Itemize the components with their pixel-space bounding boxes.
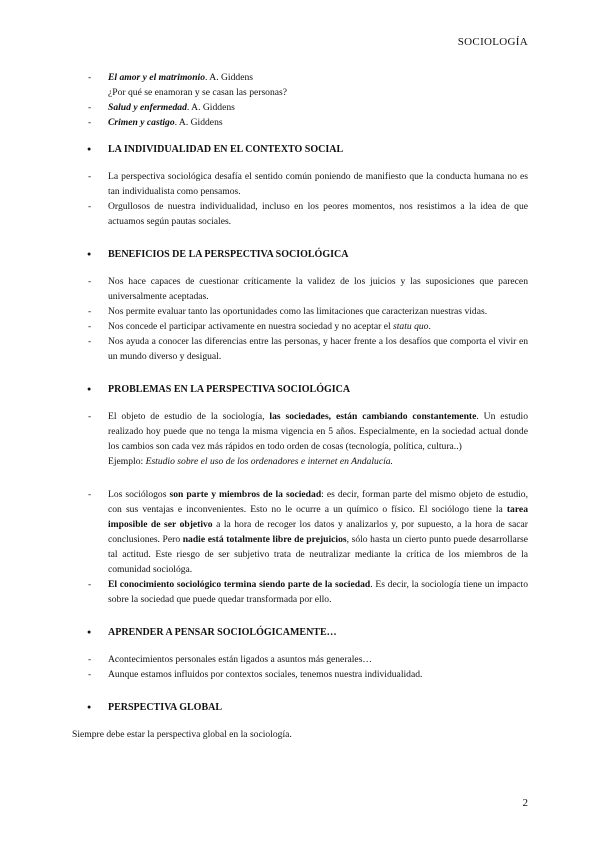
section-heading: ● PROBLEMAS EN LA PERSPECTIVA SOCIOLÓGICA xyxy=(72,382,528,397)
reading-title: Crimen y castigo xyxy=(108,117,175,128)
item-text: Nos concede el participar activamente en nuestra sociedad y no aceptar el xyxy=(108,321,394,332)
section-heading: ● PERSPECTIVA GLOBAL xyxy=(72,700,528,715)
list-item: - La perspectiva sociológica desafía el sentido común poniendo de manifiesto que la conducta humana no es tan individualista como pensamos. xyxy=(72,169,528,199)
list-item: - Nos hace capaces de cuestionar críticamente la validez de los juicios y las suposiciones que parecen universalmente aceptadas. xyxy=(72,274,528,304)
list-item: - Aunque estamos influidos por contextos sociales, tenemos nuestra individualidad. xyxy=(72,667,528,682)
text-run: . Un estudio realizado hoy puede que no tenga la misma vigencia en 5 años. Especialmente, en la sociedad actual donde los cambios son cada vez más rápidos en todo orden de cosas (tecnología, política, cultura..) xyxy=(108,411,529,452)
readings-list xyxy=(72,70,528,130)
section-list xyxy=(72,169,528,229)
closing-paragraph: Siempre debe estar la perspectiva global en la sociología. xyxy=(72,729,292,740)
text-run: , sólo hasta un cierto punto puede desarrollarse tal actitud. Este riesgo de ser subjetivo trata de neutralizar mediante la crítica de los miembros de la comunidad sociológa. xyxy=(108,534,528,575)
example-text: Estudio sobre el uso de los ordenadores e internet en Andalucía. xyxy=(145,456,393,467)
text-run: . Es decir, la sociología tiene un impacto sobre la sociedad que puede quedar transformada por ello. xyxy=(108,579,528,605)
reading-title: Salud y enfermedad xyxy=(108,102,187,113)
section-list xyxy=(72,487,528,607)
bold-run: tarea imposible de ser objetivo xyxy=(108,504,528,530)
example-label: Ejemplo: xyxy=(108,456,146,467)
reading-title: El amor y el matrimonio xyxy=(108,72,206,83)
text-run: Los sociólogos xyxy=(108,489,170,500)
list-item: - Nos permite evaluar tanto las oportunidades como las limitaciones que caracterizan nuestras vidas. xyxy=(72,304,528,319)
section-heading: ● LA INDIVIDUALIDAD EN EL CONTEXTO SOCIAL xyxy=(72,142,528,157)
section-list xyxy=(72,652,528,682)
page-number: 2 xyxy=(522,797,528,809)
section-list xyxy=(72,274,528,364)
italic-term: statu quo xyxy=(393,321,429,332)
list-item xyxy=(72,319,528,334)
text-run: El objeto de estudio de la sociología, xyxy=(108,411,270,422)
text-run: : es decir, forman parte del mismo objeto de estudio, con sus ventajas e inconvenientes. Esto no le ocurre a un químico o físico. El sociólogo tiene la xyxy=(108,489,528,515)
bold-run: El conocimiento sociológico termina siendo parte de la sociedad xyxy=(108,579,371,590)
bold-run: son parte y miembros de la sociedad xyxy=(169,489,322,500)
text-run: a la hora de recoger los datos y analizarlos y, por supuesto, a la hora de sacar conclusiones. Pero xyxy=(108,519,528,545)
document-body xyxy=(72,70,528,742)
list-item: - Orgullosos de nuestra individualidad, incluso en los peores momentos, nos resistimos a la idea de que actuamos según pautas sociales. xyxy=(72,199,528,229)
reading-author: . A. Giddens xyxy=(205,72,253,83)
list-item xyxy=(72,115,528,130)
list-item xyxy=(72,409,528,469)
bold-run: las sociedades, están cambiando constantemente xyxy=(269,411,477,422)
reading-author: . A. Giddens xyxy=(186,102,235,113)
list-item: - Nos ayuda a conocer las diferencias entre las personas, y hacer frente a los desafíos que comporta el vivir en un mundo diverso y desigual. xyxy=(72,334,528,364)
reading-author: . A. Giddens xyxy=(174,117,223,128)
page-header-title: SOCIOLOGÍA xyxy=(457,36,528,48)
reading-subtitle: ¿Por qué se enamoran y se casan las personas? xyxy=(108,87,288,98)
section-list xyxy=(72,409,528,469)
section-heading: ● APRENDER A PENSAR SOCIOLÓGICAMENTE… xyxy=(72,625,528,640)
list-item xyxy=(72,577,528,607)
list-item xyxy=(72,70,528,100)
list-item xyxy=(72,100,528,115)
bold-run: nadie está totalmente libre de prejuicios xyxy=(182,534,347,545)
list-item: - Acontecimientos personales están ligados a asuntos más generales… xyxy=(72,652,528,667)
punctuation: . xyxy=(428,321,431,332)
list-item xyxy=(72,487,528,577)
section-heading: ● BENEFICIOS DE LA PERSPECTIVA SOCIOLÓGICA xyxy=(72,247,528,262)
